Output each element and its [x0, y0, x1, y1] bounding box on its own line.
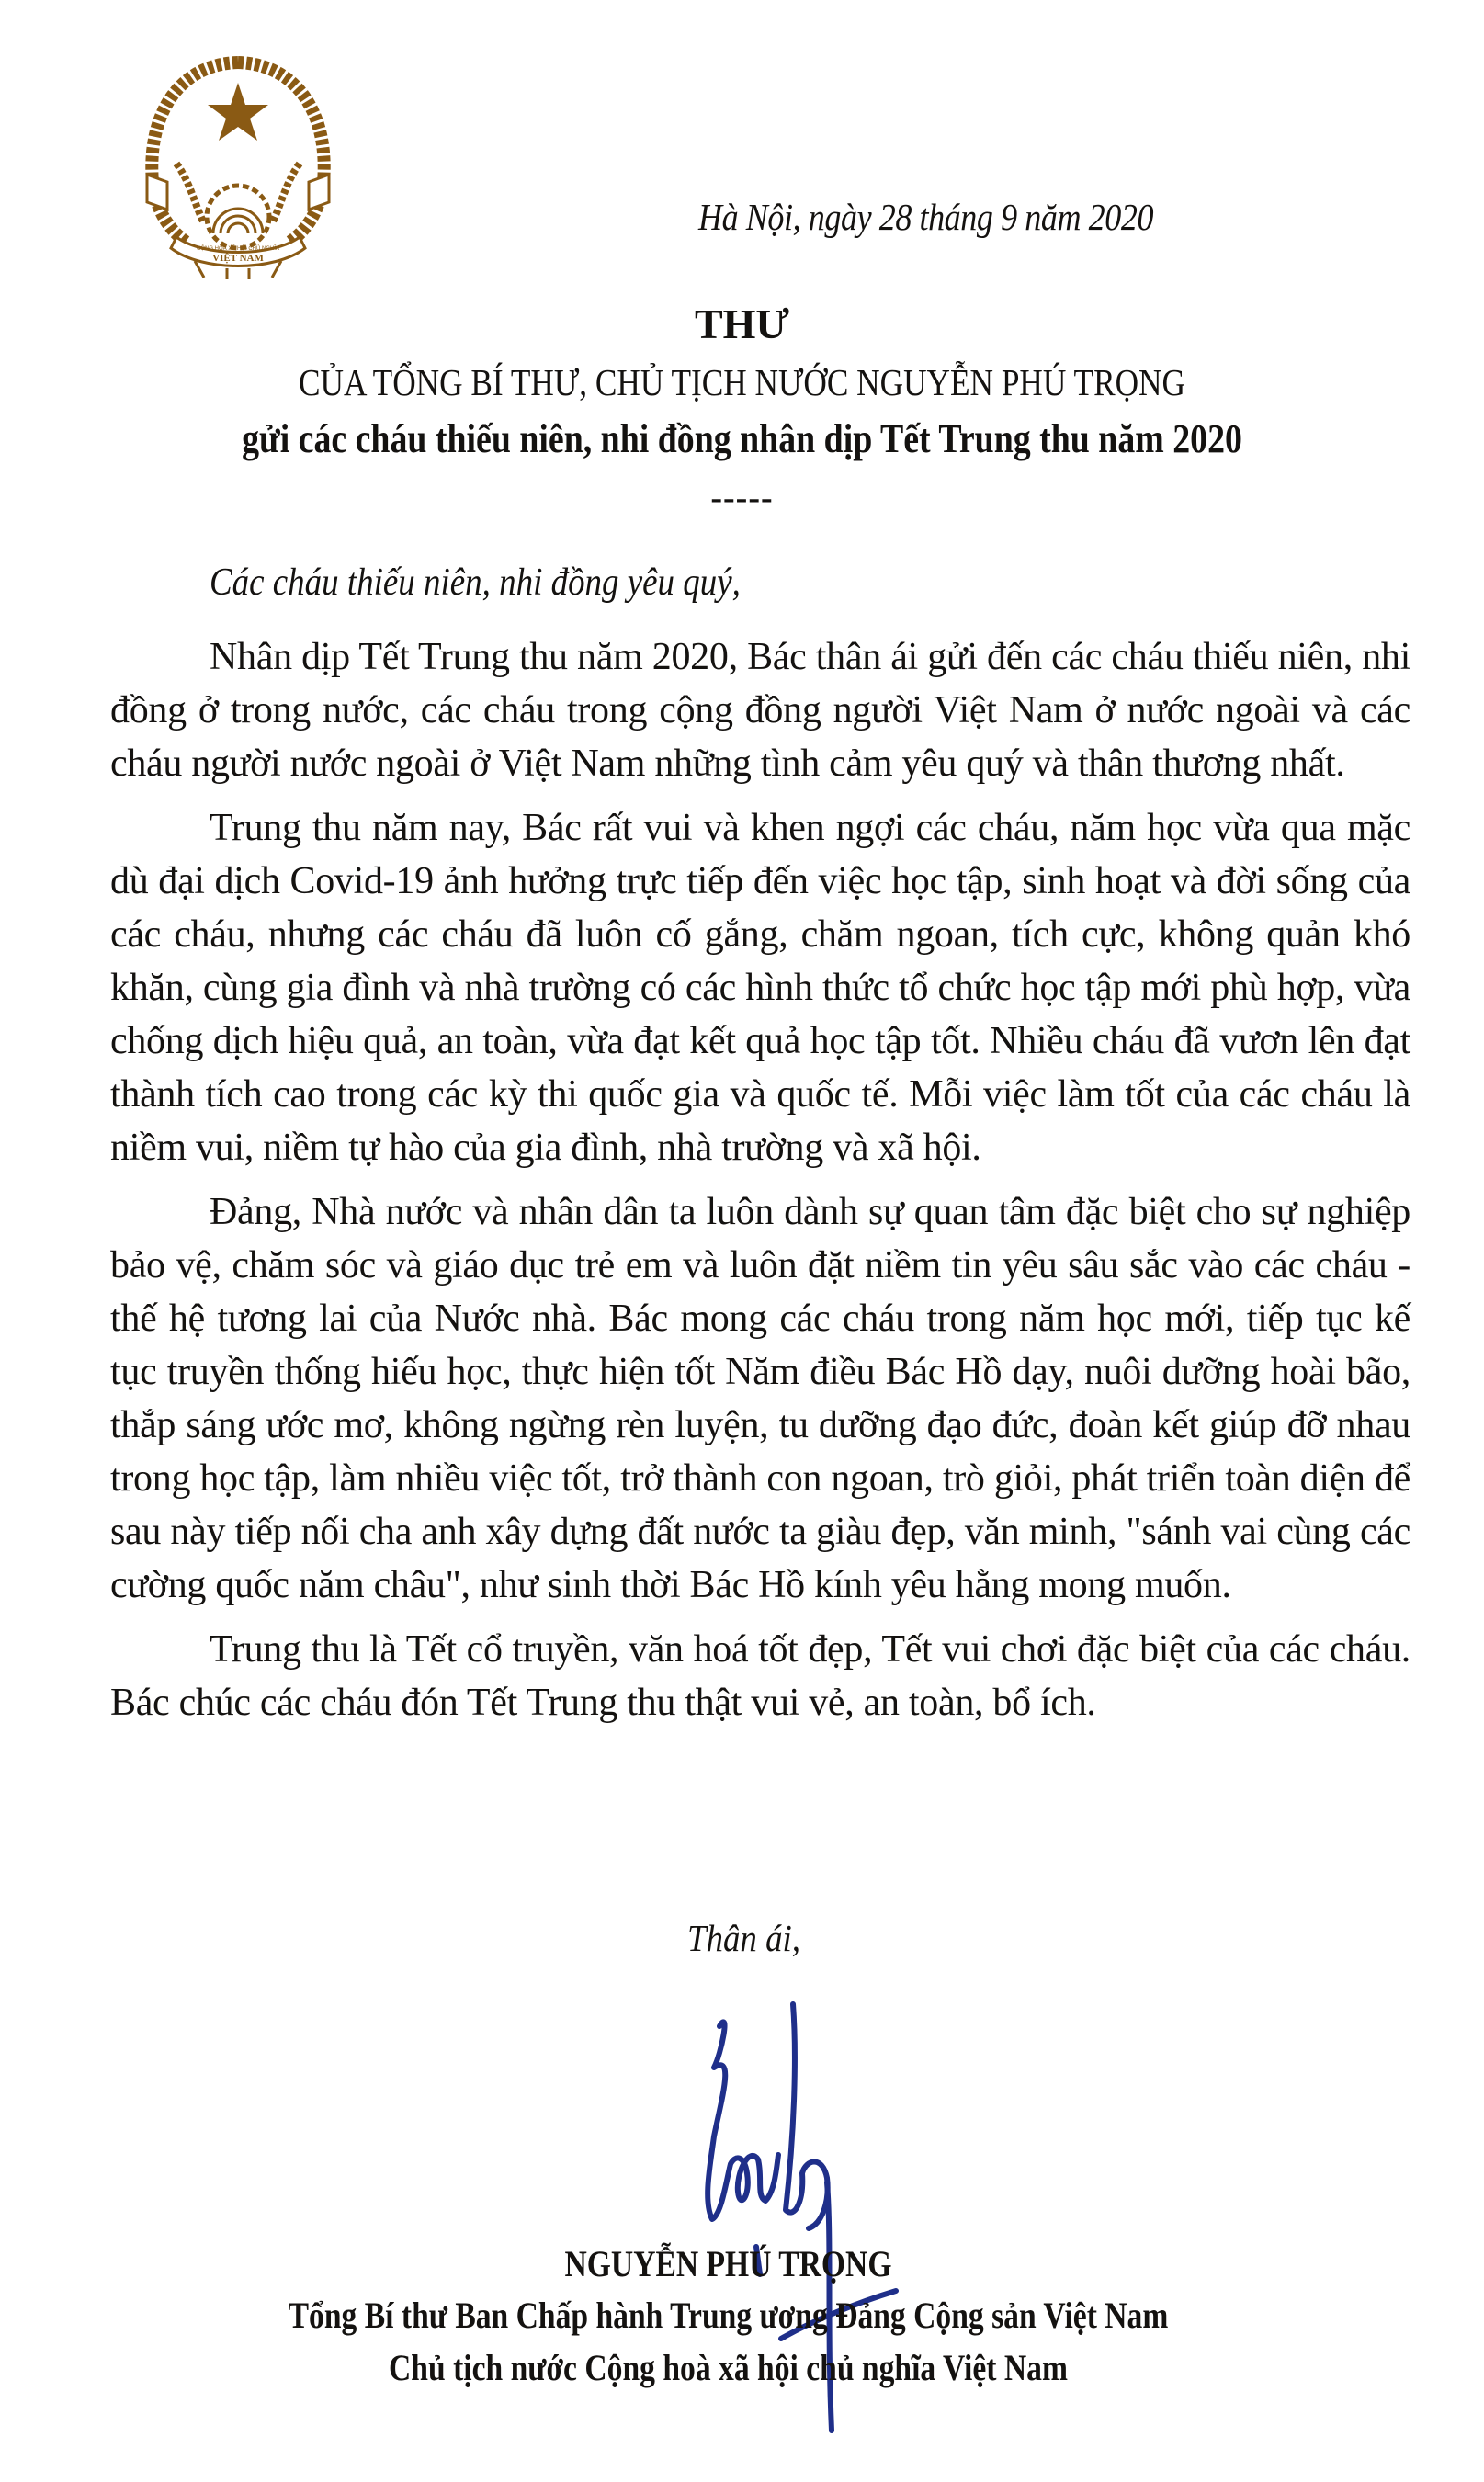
- letter-closing: Thân ái,: [687, 1917, 801, 1959]
- vietnam-national-emblem-icon: [140, 53, 336, 279]
- document-from: CỦA TỔNG BÍ THƯ, CHỦ TỊCH NƯỚC NGUYỄN PHÚ TRỌNG: [298, 361, 1186, 403]
- letter-paragraph: Trung thu năm nay, Bác rất vui và khen ngợi các cháu, năm học vừa qua mặc dù đại dịch Covid-19 ảnh hưởng trực tiếp đến việc học tập, sinh hoạt và đời sống của các cháu, nhưng các cháu đã luôn cố gắng, chăm ngoan, tích cực, không quản khó khăn, cùng gia đình và nhà trường có các hình thức tổ chức học tập mới phù hợp, vừa chống dịch hiệu quả, an toàn, vừa đạt kết quả học tập tốt. Nhiều cháu đã vươn lên đạt thành tích cao trong các kỳ thi quốc gia và quốc tế. Mỗi việc làm tốt của các cháu là niềm vui, niềm tự hào của gia đình, nhà trường và xã hội.: [110, 807, 1410, 1169]
- document-title: THƯ: [694, 300, 790, 347]
- emblem-ribbon-main-text: VIỆT NAM: [212, 253, 264, 264]
- place-date: Hà Nội, ngày 28 tháng 9 năm 2020: [698, 196, 1154, 238]
- signer-title-state: Chủ tịch nước Cộng hoà xã hội chủ nghĩa Việt Nam: [389, 2347, 1068, 2388]
- letter-greeting: Các cháu thiếu niên, nhi đồng yêu quý,: [210, 561, 741, 604]
- letter-paragraph: Trung thu là Tết cổ truyền, văn hoá tốt đẹp, Tết vui chơi đặc biệt của các cháu. Bác chúc các cháu đón Tết Trung thu thật vui vẻ, an toàn, bổ ích.: [110, 1628, 1410, 1724]
- letter-body: [110, 630, 1410, 1740]
- emblem-ribbon-small-text: CỘNG HOÀ XÃ HỘI CHỦ NGHĨA: [196, 246, 280, 252]
- heading-divider: -----: [710, 479, 774, 517]
- signature: [694, 1999, 914, 2458]
- national-emblem: [140, 53, 336, 279]
- signer-name: NGUYỄN PHÚ TRỌNG: [564, 2243, 892, 2284]
- signer-title-party: Tổng Bí thư Ban Chấp hành Trung ương Đảng Cộng sản Việt Nam: [288, 2295, 1169, 2336]
- letter-paragraph: Nhân dịp Tết Trung thu năm 2020, Bác thân ái gửi đến các cháu thiếu niên, nhi đồng ở trong nước, các cháu trong cộng đồng người Việt Nam ở nước ngoài và các cháu người nước ngoài ở Việt Nam những tình cảm yêu quý và thân thương nhất.: [110, 636, 1410, 785]
- handwritten-signature-icon: [694, 1999, 914, 2458]
- document-subtitle: gửi các cháu thiếu niên, nhi đồng nhân dịp Tết Trung thu năm 2020: [242, 416, 1242, 461]
- letter-paragraph: Đảng, Nhà nước và nhân dân ta luôn dành sự quan tâm đặc biệt cho sự nghiệp bảo vệ, chăm sóc và giáo dục trẻ em và luôn đặt niềm tin yêu sâu sắc vào các cháu - thế hệ tương lai của Nước nhà. Bác mong các cháu trong năm học mới, tiếp tục kế tục truyền thống hiếu học, thực hiện tốt Năm điều Bác Hồ dạy, nuôi dưỡng hoài bão, thắp sáng ước mơ, không ngừng rèn luyện, tu dưỡng đạo đức, đoàn kết giúp đỡ nhau trong học tập, làm nhiều việc tốt, trở thành con ngoan, trò giỏi, phát triển toàn diện để sau này tiếp nối cha anh xây dựng đất nước ta giàu đẹp, văn minh, "sánh vai cùng các cường quốc năm châu", như sinh thời Bác Hồ kính yêu hằng mong muốn.: [110, 1191, 1410, 1606]
